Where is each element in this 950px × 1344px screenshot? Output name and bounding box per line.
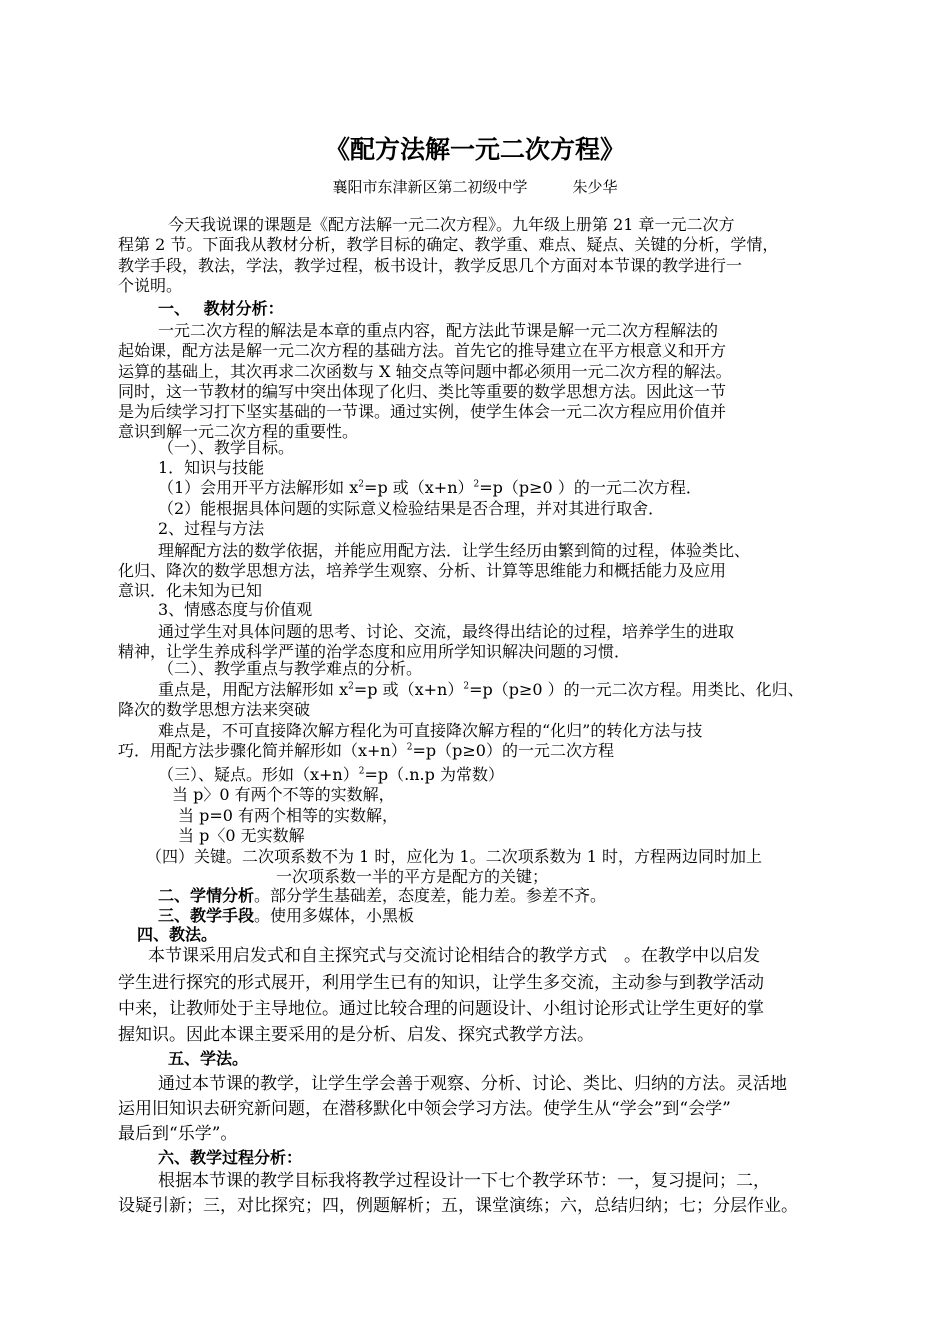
case-line: 当 p〉0 有两个不等的实数解，	[172, 785, 395, 804]
paragraph-line: 精神，让学生养成科学严谨的治学态度和应用所学知识解决问题的习惯．	[118, 642, 631, 661]
subheading-keypoints: （二）、教学重点与教学难点的分析。	[158, 659, 423, 678]
section-means: 三、教学手段。使用多媒体，小黑板	[158, 906, 415, 925]
knowledge-item-2: （2）能根据具体问题的实际意义检验结果是否合理，并对其进行取舍．	[158, 499, 665, 518]
paragraph-line: 中来，让教师处于主导地位。通过比较合理的问题设计、小组讨论形式让学生更好的掌	[118, 999, 764, 1019]
section-heading-method: 四、教法。	[137, 925, 218, 944]
paragraph-line: 一元二次方程的解法是本章的重点内容，配方法此节课是解一元二次方程解法的	[158, 321, 719, 340]
key-line: （四）关键。二次项系数不为 1 时，应化为 1。二次项系数为 1 时，方程两边同时加上	[146, 847, 762, 866]
paragraph-line: 运用旧知识去研究新问题，在潜移默化中领会学习方法。使学生从“学会”到“会学”	[118, 1099, 731, 1119]
subheading-process: 2、过程与方法	[158, 519, 265, 538]
subheading-goals: （一）、教学目标。	[158, 438, 295, 457]
paragraph-line: 是为后续学习打下坚实基础的一节课。通过实例，使学生体会一元二次方程应用价值并	[118, 402, 727, 421]
paragraph-line: 起始课，配方法是解一元二次方程的基础方法。首先它的推导建立在平方根意义和开方	[118, 341, 727, 360]
difficulty-line: 难点是，不可直接降次解方程化为可直接降次解方程的“化归”的转化方法与技	[158, 721, 703, 740]
doubt-line: （三）、疑点。形如$(x+n)^2=p(.n.p$ 为常数）	[158, 765, 504, 784]
paragraph-line: 根据本节课的教学目标我将教学过程设计一下七个教学环节：一，复习提问；二，	[158, 1171, 770, 1191]
intro-line: 教学手段，教法，学法，教学过程，板书设计，教学反思几个方面对本节课的教学进行一	[118, 256, 743, 275]
case-line: 当 p〈0 无实数解	[178, 826, 305, 845]
section-heading-process: 六、教学过程分析：	[158, 1148, 303, 1167]
paragraph-line: 本节课采用启发式和自主探究式与交流讨论相结合的教学方式 。在教学中以启发	[148, 946, 760, 966]
paragraph-line: 学生进行探究的形式展开，利用学生已有的知识，让学生多交流，主动参与到教学活动	[118, 973, 764, 993]
author-line: 襄阳市东津新区第二初级中学 朱少华	[332, 178, 618, 196]
paragraph-line: 同时，这一节教材的编写中突出体现了化归、类比等重要的数学思想方法。因此这一节	[118, 382, 727, 401]
key-line: 一次项系数一半的平方是配方的关键；	[276, 867, 549, 886]
keypoint-line: 重点是，用配方法解形如 $x^2=p$ 或$(x+n)^2=p(p\ge 0$ ）的一元二次方程。用类比、化归、	[158, 680, 804, 699]
knowledge-item-1: （1）会用开平方法解形如 $x^2=p$ 或$(x+n)^2=p(p\ge 0$ ）的一元二次方程．	[158, 478, 702, 497]
intro-line: 个说明。	[118, 276, 183, 295]
subheading-knowledge: 1．知识与技能	[158, 458, 265, 477]
intro-line: 程第 2 节。下面我从教材分析，教学目标的确定、教学重、难点、疑点、关键的分析，学情，	[118, 235, 779, 254]
paragraph-line: 化归、降次的数学思想方法，培养学生观察、分析、计算等思维能力和概括能力及应用	[118, 561, 727, 580]
paragraph-line: 运算的基础上，其次再求二次函数与 X 轴交点等问题中都必须用一元二次方程的解法。	[118, 362, 732, 381]
intro-line: 今天我说课的课题是《配方法解一元二次方程》。九年级上册第 21 章一元二次方	[168, 215, 735, 234]
case-line: 当 p=0 有两个相等的实数解，	[178, 806, 399, 825]
paragraph-line: 最后到“乐学”。	[118, 1124, 238, 1144]
keypoint-line: 降次的数学思想方法来突破	[118, 700, 311, 719]
paragraph-line: 理解配方法的数学依据，并能应用配方法．让学生经历由繁到简的过程，体验类比、	[158, 541, 751, 560]
paragraph-line: 设疑引新；三，对比探究；四，例题解析；五，课堂演练；六，总结归纳；七；分层作业。	[118, 1196, 798, 1216]
paragraph-line: 握知识。因此本课主要采用的是分析、启发、探究式教学方法。	[118, 1025, 594, 1045]
paragraph-line: 意识到解一元二次方程的重要性。	[118, 422, 359, 441]
paragraph-line: 通过学生对具体问题的思考、讨论、交流，最终得出结论的过程，培养学生的进取	[158, 622, 735, 641]
section-heading-learning: 五、学法。	[168, 1049, 249, 1068]
difficulty-line: 巧．用配方法步骤化简并解形如$(x+n)^2=p(p\ge 0)$的一元二次方程	[118, 741, 614, 760]
section-students: 二、学情分析。部分学生基础差，态度差，能力差。参差不齐。	[158, 886, 607, 905]
paragraph-line: 通过本节课的教学，让学生学会善于观察、分析、讨论、类比、归纳的方法。灵活地	[158, 1074, 787, 1094]
subheading-emotion: 3、情感态度与价值观	[158, 600, 313, 619]
section-heading-materials: 一、 教材分析：	[158, 299, 284, 318]
paragraph-line: 意识．化未知为已知	[118, 581, 263, 600]
document-title: 《配方法解一元二次方程》	[324, 135, 625, 164]
